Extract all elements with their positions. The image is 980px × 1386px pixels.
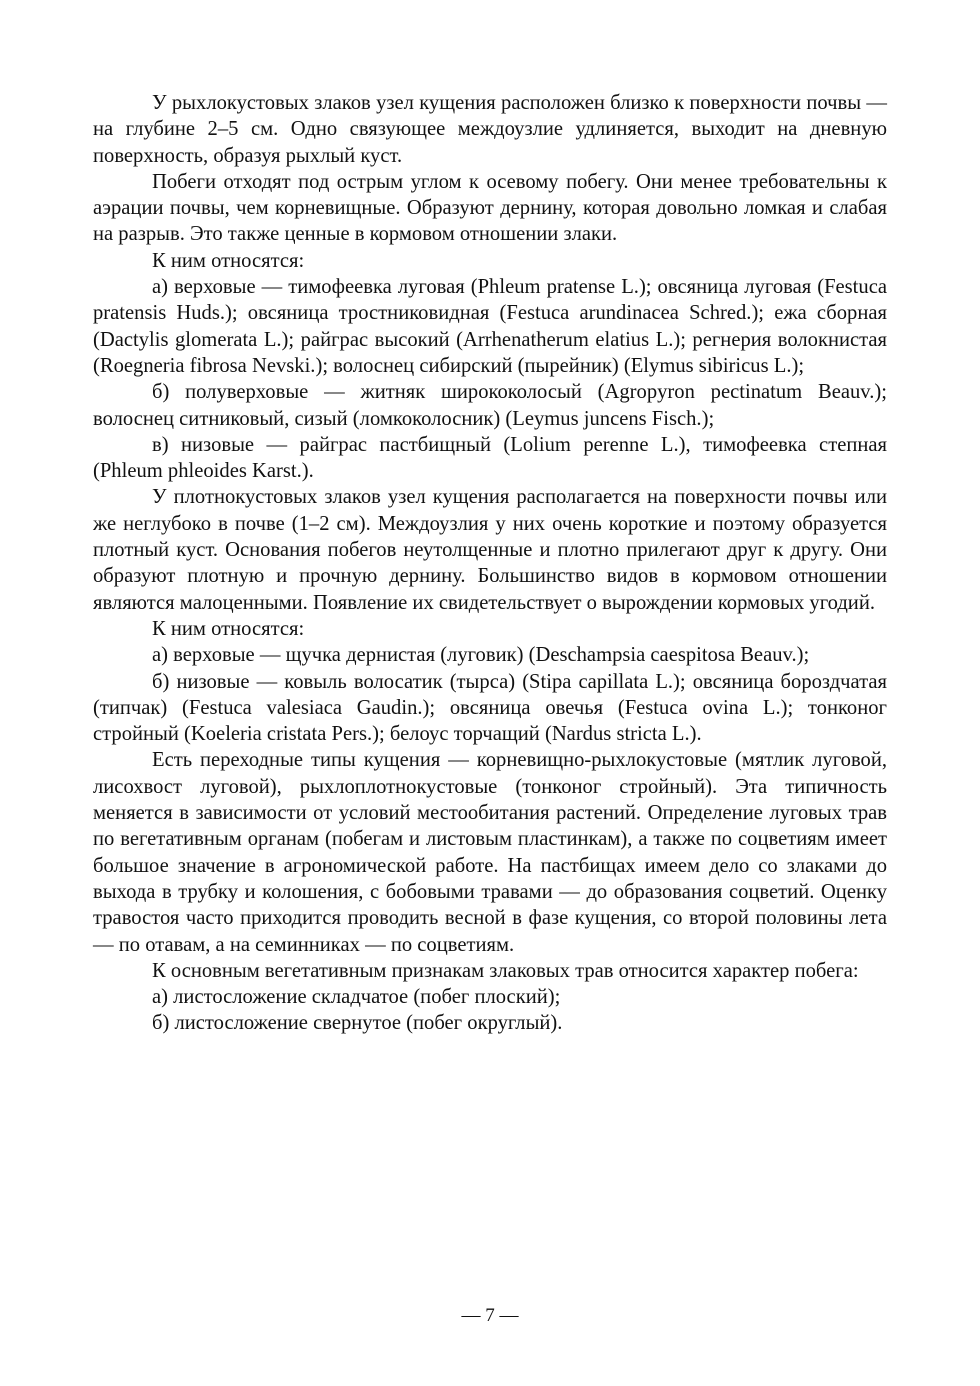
body-text <box>93 90 887 1037</box>
page-number: — 7 — <box>461 1305 519 1326</box>
paragraph-upper-grasses-loose: а) верховые — тимофеевка луговая (Phleum pratense L.); овсяница луговая (Festuca pratensis Huds.); овсяница тростниковидная (Festuca arundinacea Schred.); ежа сборная (Dactylis glomerata L.); райграс высокий (Arrhenatherum elatius L.); регнерия волокнистая (Roegneria fibrosa Nevski.); волоснец сибирский (пырейник) (Elymus sibiricus L.); <box>93 276 887 377</box>
paragraph-transitional-types: Есть переходные типы кущения — корневищно-рыхлокустовые (мятлик луговой, лисохвост луговой), рыхлоплотнокустовые (тонконог стройный). Эта типичность меняется в зависимости от условий местообитания растений. Определение луговых трав по вегетативным органам (побегам и листовым пластинкам), а также по соцветиям имеет большое значение в агрономической работе. На пастбищах имеем дело со злаками до выхода в трубку и колошения, с бобовыми травами — до образования соцветий. Оценку травостоя часто приходится проводить весной в фазе кущения, со второй половины лета — по отавам, а на семинниках — по соцветиям. <box>93 749 887 956</box>
paragraph-upper-grasses-dense: а) верховые — щучка дернистая (луговик) (Deschampsia caespitosa Beauv.); <box>152 644 810 667</box>
paragraph-dense-tussock-intro: У плотнокустовых злаков узел кущения располагается на поверхности почвы или же неглубоко в почве (1–2 см). Междоузлия у них очень короткие и поэтому образуется плотный куст. Основания побегов неутолщенные и плотно прилегают друг к другу. Они образуют плотную и прочную дернину. Большинство видов в кормовом отношении являются малоценными. Появление их свидетельствует о вырождении кормовых угодий. <box>93 486 887 614</box>
paragraph-folded-leaves: а) листосложение складчатое (побег плоский); <box>152 986 561 1009</box>
paragraph-rolled-leaves: б) листосложение свернутое (побег округлый). <box>152 1012 563 1035</box>
paragraph-list-intro-2: К ним относятся: <box>152 617 305 640</box>
paragraph-vegetative-features: К основным вегетативным признакам злаковых трав относится характер побега: <box>152 959 859 982</box>
paragraph-lower-grasses-loose: в) низовые — райграс пастбищный (Lolium perenne L.), тимофеевка степная (Phleum phleoides Karst.). <box>93 433 887 483</box>
paragraph-list-intro-1: К ним относятся: <box>152 249 305 272</box>
paragraph-semi-upper-grasses: б) полуверховые — житняк ширококолосый (Agropyron pectinatum Beauv.); волоснец ситниковый, сизый (ломкоколосник) (Leymus juncens Fisch.); <box>93 381 887 430</box>
paragraph-shoot-angle: Побеги отходят под острым углом к осевому побегу. Они менее требовательны к аэрации почвы, чем корневищные. Образуют дернину, которая довольно ломкая и слабая на разрыв. Это также ценные в кормовом отношении злаки. <box>93 170 887 246</box>
paragraph-lower-grasses-dense: б) низовые — ковыль волосатик (тырса) (Stipa capillata L.); овсяница бороздчатая (типчак) (Festuca valesiaca Gaudin.); овсяница овечья (Festuca ovina L.); тонконог стройный (Koeleria cristata Pers.); белоус торчащий (Nardus stricta L.). <box>93 670 887 746</box>
paragraph-loose-tussock-intro: У рыхлокустовых злаков узел кущения расположен близко к поверхности почвы — на глубине 2–5 см. Одно связующее междоузлие удлиняется, выходит на дневную поверхность, образуя рыхлый куст. <box>93 92 887 167</box>
